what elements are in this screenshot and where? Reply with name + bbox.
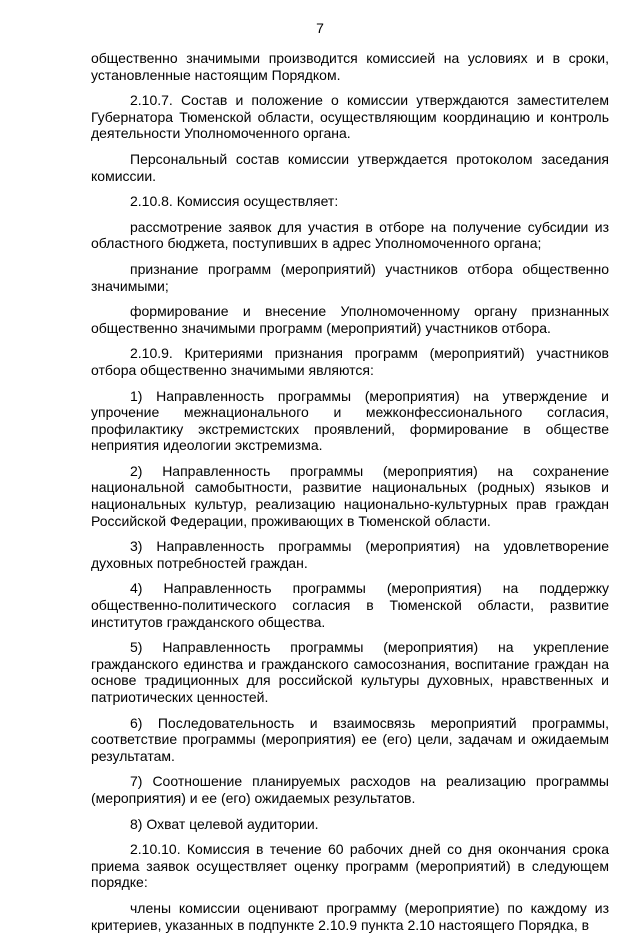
paragraph: 3) Направленность программы (мероприятия) на удовлетворение духовных потребностей граждан. xyxy=(91,538,609,571)
paragraph: рассмотрение заявок для участия в отборе на получение субсидии из областного бюджета, поступивших в адрес Уполномоченного органа; xyxy=(91,218,609,252)
paragraph: 5) Направленность программы (мероприятия) на укрепление гражданского единства и гражданского самосознания, воспитание граждан на основе традиционных для российской культуры духовных, нравственных и патриотических ценностей. xyxy=(91,639,609,705)
paragraph: 7) Соотношение планируемых расходов на реализацию программы (мероприятия) и ее (его) ожидаемых результатов. xyxy=(91,773,609,806)
paragraph: 2.10.9. Критериями признания программ (мероприятий) участников отбора общественно значимыми являются: xyxy=(91,345,609,378)
paragraph: 2) Направленность программы (мероприятия) на сохранение национальной самобытности, развитие национальных (родных) языков и национальных культур, реализацию национально-культурных прав граждан Российской Федерации, проживающих в Тюменской области. xyxy=(91,462,609,529)
paragraph: общественно значимыми производится комиссией на условиях и в сроки, установленные настоящим Порядком. xyxy=(91,50,609,83)
paragraph: Персональный состав комиссии утверждается протоколом заседания комиссии. xyxy=(91,150,609,184)
page-number: 7 xyxy=(316,20,324,36)
paragraph: 6) Последовательность и взаимосвязь мероприятий программы, соответствие программы (мероприятия) ее (его) цели, задачам и ожидаемым результатам. xyxy=(91,714,609,764)
paragraph: 8) Охват целевой аудитории. xyxy=(130,815,319,832)
paragraph: 2.10.8. Комиссия осуществляет: xyxy=(130,193,339,210)
paragraph: члены комиссии оценивают программу (мероприятие) по каждому из критериев, указанных в подпункте 2.10.9 пункта 2.10 настоящего Порядка, в xyxy=(91,899,609,933)
document-body xyxy=(91,50,609,942)
paragraph: 1) Направленность программы (мероприятия) на утверждение и упрочение межнационального и межконфессионального согласия, профилактику экстремистских проявлений, формирование в обществе неприятия идеологии экстремизма. xyxy=(91,387,609,454)
paragraph: признание программ (мероприятий) участников отбора общественно значимыми; xyxy=(91,260,609,294)
paragraph: формирование и внесение Уполномоченному органу признанных общественно значимыми программ (мероприятий) участников отбора. xyxy=(91,303,609,336)
paragraph: 2.10.7. Состав и положение о комиссии утверждаются заместителем Губернатора Тюменской области, осуществляющим координацию и контроль деятельности Уполномоченного органа. xyxy=(91,92,609,142)
paragraph: 2.10.10. Комиссия в течение 60 рабочих дней со дня окончания срока приема заявок осуществляет оценку программ (мероприятий) в следующем порядке: xyxy=(91,841,609,891)
paragraph: 4) Направленность программы (мероприятия) на поддержку общественно-политического согласия в Тюменской области, развитие институтов гражданского общества. xyxy=(91,580,609,630)
